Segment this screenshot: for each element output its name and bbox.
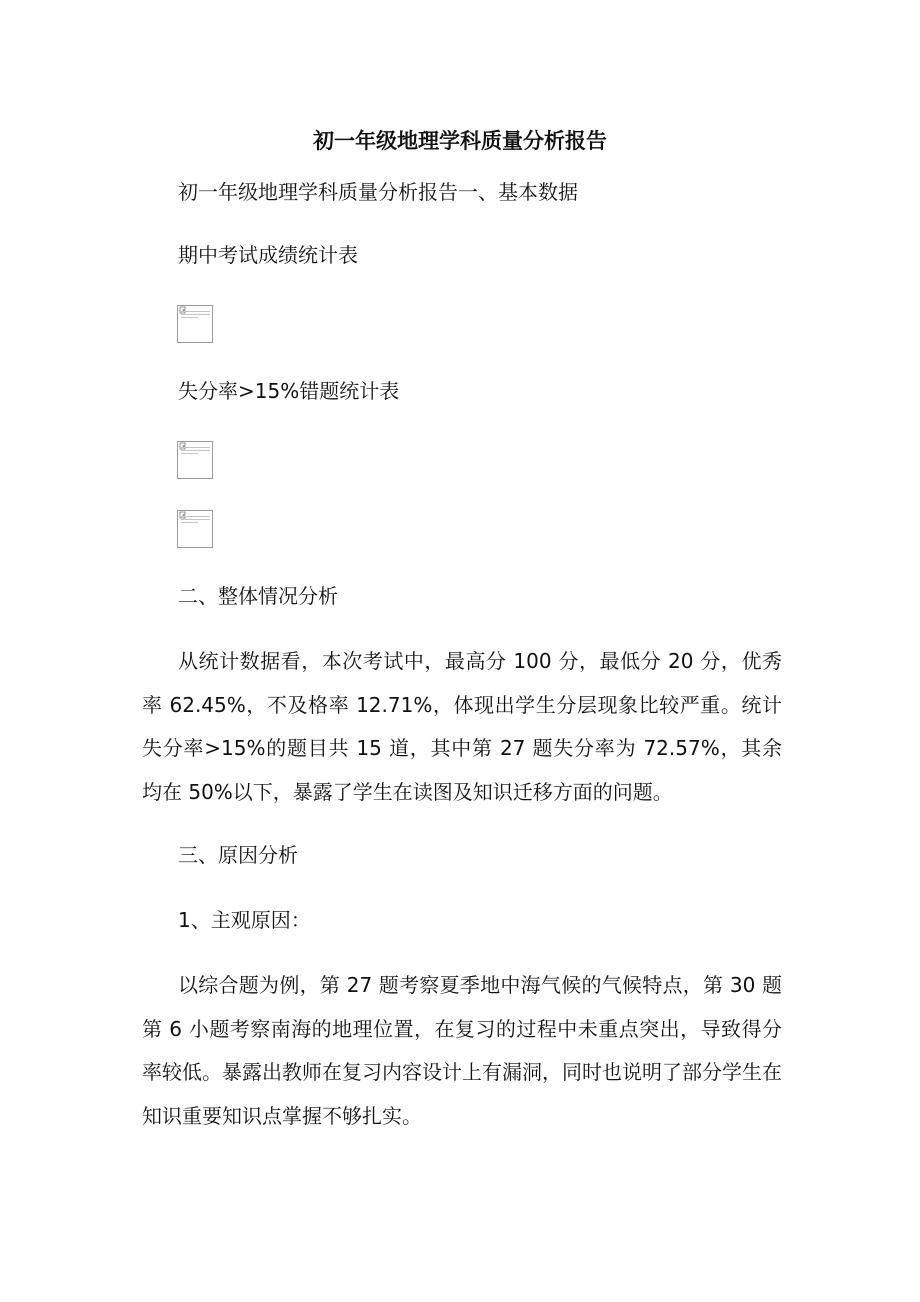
broken-image-placeholder-2	[177, 441, 213, 479]
section2-heading: 二、整体情况分析	[178, 584, 338, 608]
section2-paragraph: 从统计数据看，本次考试中，最高分 100 分，最低分 20 分，优秀率 62.45%，不及格率 12.71%，体现出学生分层现象比较严重。统计失分率>15%的题目共 15 道，其中第 27 题失分率为 72.57%，其余均在 50%以下，暴露了学生在读图及知识迁移方面的问题。	[142, 649, 782, 804]
intro-heading: 初一年级地理学科质量分析报告一、基本数据	[178, 180, 578, 204]
broken-image-icon	[179, 442, 187, 450]
subsection1-paragraph: 以综合题为例，第 27 题考察夏季地中海气候的气候特点，第 30 题第 6 小题考察南海的地理位置，在复习的过程中未重点突出，导致得分率较低。暴露出教师在复习内容设计上有漏洞，同时也说明了部分学生在知识重要知识点掌握不够扎实。	[142, 973, 782, 1128]
broken-image-icon	[179, 511, 187, 519]
table2-caption: 失分率>15%错题统计表	[178, 379, 400, 403]
document-title: 初一年级地理学科质量分析报告	[313, 129, 607, 153]
section3-heading: 三、原因分析	[178, 843, 298, 867]
broken-image-placeholder-3	[177, 510, 213, 548]
broken-image-icon	[179, 306, 187, 314]
subsection1-heading: 1、主观原因：	[178, 908, 311, 932]
broken-image-placeholder-1	[177, 305, 213, 343]
table1-caption: 期中考试成绩统计表	[178, 243, 358, 267]
